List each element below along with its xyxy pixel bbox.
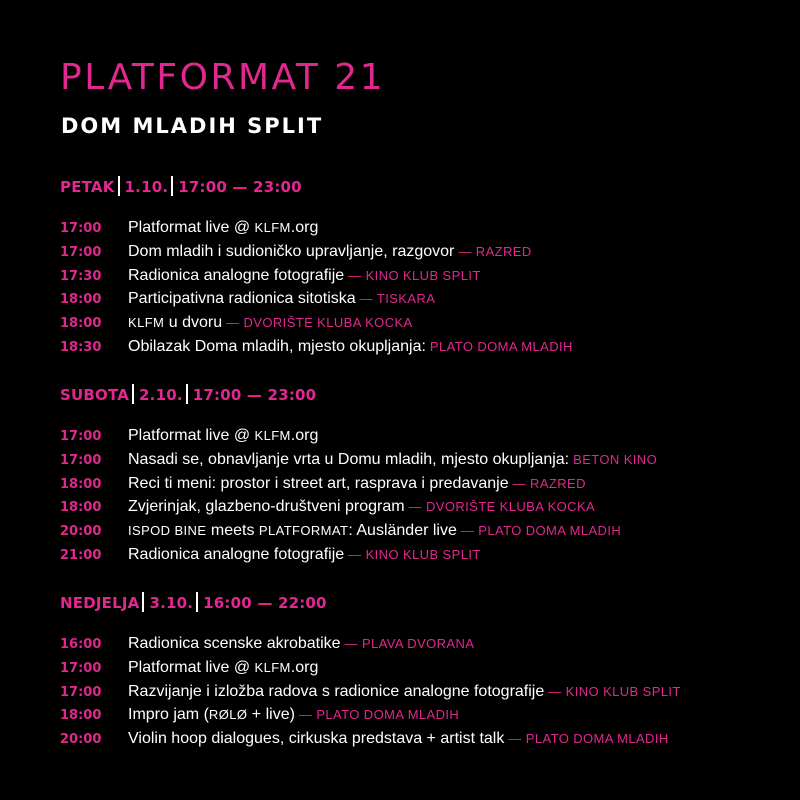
event-location: — RAZRED bbox=[508, 475, 586, 491]
event-name-smallcaps: RØLØ bbox=[208, 707, 248, 723]
divider bbox=[171, 176, 173, 196]
event-location: BETON KINO bbox=[569, 451, 658, 467]
event-description bbox=[128, 266, 481, 286]
event-text: Dom mladih i sudioničko upravljanje, razgovor bbox=[128, 242, 455, 260]
event-text: Platformat live @ bbox=[128, 219, 255, 236]
event-text: Radionica scenske akrobatike bbox=[128, 635, 341, 652]
divider bbox=[118, 176, 120, 196]
event-description bbox=[128, 729, 669, 749]
day-date: 3.10. bbox=[149, 594, 194, 612]
poster-title: PLATFORMAT 21 bbox=[60, 57, 386, 98]
event-location: — PLATO DOMA MLADIH bbox=[456, 523, 622, 539]
event-description bbox=[128, 218, 318, 238]
event-text: Participativna radionica sitotiska bbox=[128, 290, 356, 308]
event-name-smallcaps: ISPOD BINE bbox=[128, 523, 207, 539]
event-time: 17:00 bbox=[60, 244, 102, 260]
event-time: 18:30 bbox=[60, 340, 102, 355]
day-date: 1.10. bbox=[124, 178, 169, 196]
event-location: — RAZRED bbox=[454, 243, 532, 259]
event-description bbox=[128, 658, 318, 678]
event-time: 21:00 bbox=[60, 548, 102, 563]
event-text: Zvjerinjak, glazbeno-društveni program bbox=[128, 498, 405, 516]
event-time: 17:00 bbox=[60, 452, 102, 468]
event-text: meets bbox=[206, 522, 259, 540]
event-time: 17:30 bbox=[60, 268, 102, 284]
event-text: + live) bbox=[247, 706, 295, 724]
event-description bbox=[128, 521, 621, 541]
event-time: 17:00 bbox=[60, 221, 102, 236]
day-header bbox=[60, 176, 302, 196]
event-text: Obilazak Doma mladih, mjesto okupljanja: bbox=[128, 338, 426, 355]
event-text: Radionica analogne fotografije bbox=[128, 266, 345, 284]
event-time: 16:00 bbox=[60, 637, 102, 652]
event-location: — TISKARA bbox=[355, 291, 436, 307]
event-name-smallcaps: KLFM bbox=[254, 659, 291, 675]
event-time: 18:00 bbox=[60, 316, 102, 332]
event-time: 18:00 bbox=[60, 500, 102, 516]
event-location: — PLAVA DVORANA bbox=[340, 636, 475, 651]
event-text: Reci ti meni: prostor i street art, rasprava i predavanje bbox=[128, 474, 509, 492]
event-time: 18:00 bbox=[60, 708, 102, 724]
event-description bbox=[128, 682, 681, 702]
event-description bbox=[128, 474, 586, 494]
day-name: PETAK bbox=[60, 178, 115, 196]
event-description bbox=[128, 450, 657, 470]
divider bbox=[196, 592, 198, 612]
day-hours: 17:00 — 23:00 bbox=[178, 178, 302, 196]
event-text: Impro jam ( bbox=[128, 706, 209, 724]
poster-subtitle: DOM MLADIH SPLIT bbox=[61, 114, 324, 138]
day-header bbox=[60, 592, 327, 612]
event-text: .org bbox=[290, 427, 319, 444]
event-location: — KINO KLUB SPLIT bbox=[344, 547, 481, 562]
event-text: Violin hoop dialogues, cirkuska predstava + artist talk bbox=[128, 730, 505, 748]
event-location: — DVORIŠTE KLUBA KOCKA bbox=[404, 499, 596, 515]
event-description bbox=[128, 634, 474, 654]
event-text: Platformat live @ bbox=[128, 658, 255, 676]
event-text: u dvoru bbox=[164, 314, 223, 332]
event-time: 17:00 bbox=[60, 660, 102, 676]
event-location: PLATO DOMA MLADIH bbox=[425, 339, 573, 354]
event-location: — KINO KLUB SPLIT bbox=[344, 267, 481, 283]
event-name-smallcaps: KLFM bbox=[128, 315, 165, 331]
event-text: Nasadi se, obnavljanje vrta u Domu mladih, mjesto okupljanja: bbox=[128, 450, 570, 468]
event-location: — DVORIŠTE KLUBA KOCKA bbox=[222, 315, 413, 331]
event-time: 20:00 bbox=[60, 524, 102, 540]
day-hours: 16:00 — 22:00 bbox=[203, 594, 327, 612]
event-description bbox=[128, 545, 481, 565]
event-name-smallcaps: PLATFORMAT bbox=[258, 523, 349, 539]
event-text: : Ausländer live bbox=[348, 522, 457, 540]
event-text: .org bbox=[290, 219, 319, 236]
event-location: — PLATO DOMA MLADIH bbox=[294, 707, 460, 723]
event-description bbox=[128, 426, 318, 446]
day-hours: 17:00 — 23:00 bbox=[192, 386, 317, 404]
divider bbox=[132, 384, 134, 404]
divider bbox=[142, 592, 144, 612]
event-time: 17:00 bbox=[60, 684, 102, 700]
event-text: Razvijanje i izložba radova s radionice analogne fotografije bbox=[128, 682, 545, 700]
event-description bbox=[128, 313, 413, 333]
event-name-smallcaps: KLFM bbox=[254, 220, 291, 235]
event-description bbox=[128, 497, 595, 517]
day-name: NEDJELJA bbox=[60, 594, 140, 612]
event-description bbox=[128, 337, 573, 357]
event-location: — PLATO DOMA MLADIH bbox=[504, 731, 669, 747]
event-description bbox=[128, 242, 532, 262]
divider bbox=[186, 384, 188, 404]
event-time: 18:00 bbox=[60, 292, 102, 308]
event-time: 20:00 bbox=[60, 732, 102, 748]
event-location: — KINO KLUB SPLIT bbox=[544, 683, 681, 699]
day-name: SUBOTA bbox=[60, 386, 130, 404]
event-text: Platformat live @ bbox=[128, 427, 255, 444]
event-name-smallcaps: KLFM bbox=[254, 428, 291, 443]
event-time: 17:00 bbox=[60, 429, 102, 444]
day-header bbox=[60, 384, 316, 404]
event-text: Radionica analogne fotografije bbox=[128, 546, 345, 563]
day-date: 2.10. bbox=[139, 386, 183, 404]
event-time: 18:00 bbox=[60, 476, 102, 492]
event-description bbox=[128, 705, 459, 725]
event-text: .org bbox=[290, 658, 319, 676]
event-description bbox=[128, 289, 435, 309]
